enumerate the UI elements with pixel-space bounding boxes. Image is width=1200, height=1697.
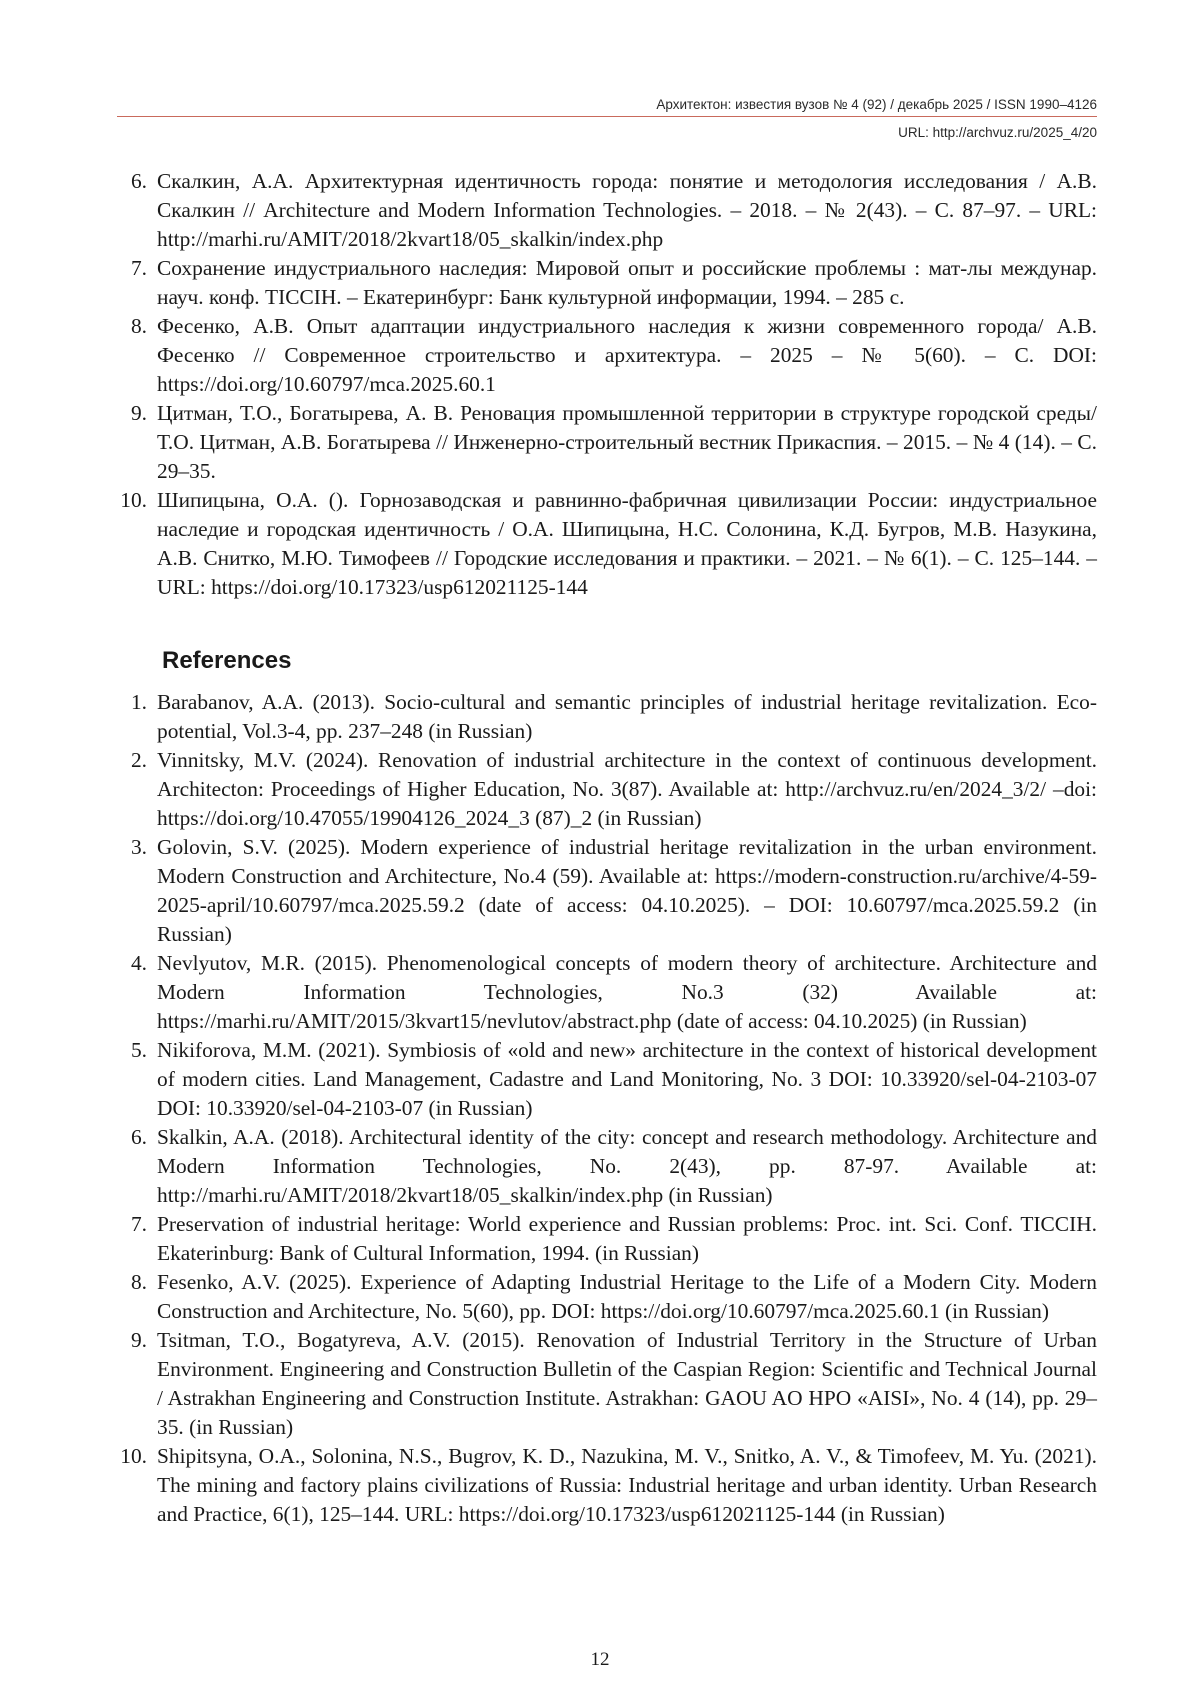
reference-item: [117, 833, 1097, 949]
english-reference-list: [117, 688, 1097, 1529]
reference-item: [117, 688, 1097, 746]
reference-number: 1.: [130, 690, 147, 714]
reference-number: 10.: [120, 1444, 147, 1468]
reference-number: 4.: [130, 951, 147, 975]
reference-number: 8.: [130, 314, 147, 338]
reference-item: [117, 949, 1097, 1036]
reference-number: 2.: [130, 748, 147, 772]
reference-number: 7.: [130, 1212, 147, 1236]
reference-text: Скалкин, А.А. Архитектурная идентичность города: понятие и методология исследования / А.В. Скалкин // Architecture and Modern Information Technologies. – 2018. – № 2(43). – С. 87–97. – URL: http://marhi.ru/AMIT/2018/2kvart18/05_skalkin/index.php: [157, 169, 1097, 251]
reference-text: Vinnitsky, M.V. (2024). Renovation of industrial architecture in the context of continuous development. Architecton: Proceedings of Higher Education, No. 3(87). Available at: http://archvuz.ru/en/2024_3/2/ –doi: https://doi.org/10.47055/19904126_2024_3 (87)_2 (in Russian): [157, 748, 1097, 830]
journal-info: Архитектон: известия вузов № 4 (92) / декабрь 2025 / ISSN 1990–4126: [656, 97, 1097, 112]
running-header: [656, 96, 1097, 142]
journal-url: URL: http://archvuz.ru/2025_4/20: [898, 125, 1097, 140]
reference-text: Fesenko, A.V. (2025). Experience of Adapting Industrial Heritage to the Life of a Modern City. Modern Construction and Architecture, No. 5(60), pp. DOI: https://doi.org/10.60797/mca.2025.60.1 (in Russian): [157, 1270, 1097, 1323]
reference-text: Сохранение индустриального наследия: Мировой опыт и российские проблемы : мат-лы междунар. науч. конф. TICCIH. – Екатеринбург: Банк культурной информации, 1994. – 285 с.: [157, 256, 1097, 309]
reference-text: Golovin, S.V. (2025). Modern experience of industrial heritage revitalization in the urban environment. Modern Construction and Architecture, No.4 (59). Available at: https://modern-construction.ru/archive/4-59-2025-april/10.60797/mca.2025.59.2 (date of access: 04.10.2025). – DOI: 10.60797/mca.2025.59.2 (in Russian): [157, 835, 1097, 946]
reference-text: Цитман, Т.О., Богатырева, А. В. Реновация промышленной территории в структуре городской среды/ Т.О. Цитман, А.В. Богатырева // Инженерно-строительный вестник Прикаспия. – 2015. – № 4 (14). – С. 29–35.: [157, 401, 1097, 483]
reference-item: [117, 486, 1097, 602]
reference-item: [117, 167, 1097, 254]
reference-text: Preservation of industrial heritage: World experience and Russian problems: Proc. int. Sci. Conf. TICCIH. Ekaterinburg: Bank of Cultural Information, 1994. (in Russian): [157, 1212, 1097, 1265]
reference-number: 3.: [130, 835, 147, 859]
reference-text: Шипицына, О.А. (). Горнозаводская и равнинно-фабричная цивилизации России: индустриальное наследие и городская идентичность / О.А. Шипицына, Н.С. Солонина, К.Д. Бугров, М.В. Назукина, А.В. Снитко, М.Ю. Тимофеев // Городские исследования и практики. – 2021. – № 6(1). – С. 125–144. – URL: https://doi.org/10.17323/usp612021125-144: [157, 488, 1097, 599]
reference-item: [117, 1123, 1097, 1210]
russian-reference-list: [117, 167, 1097, 602]
reference-number: 8.: [130, 1270, 147, 1294]
references-heading: References: [162, 647, 292, 674]
reference-item: [117, 1036, 1097, 1123]
reference-text: Skalkin, A.A. (2018). Architectural identity of the city: concept and research methodology. Architecture and Modern Information Technologies, No. 2(43), pp. 87-97. Available at: http://marhi.ru/AMIT/2018/2kvart18/05_skalkin/index.php (in Russian): [157, 1125, 1097, 1207]
reference-item: [117, 1326, 1097, 1442]
reference-item: [117, 746, 1097, 833]
reference-text: Barabanov, A.A. (2013). Socio-cultural and semantic principles of industrial heritage revitalization. Eco-potential, Vol.3-4, pp. 237–248 (in Russian): [157, 690, 1097, 743]
reference-number: 10.: [120, 488, 147, 512]
reference-item: [117, 399, 1097, 486]
reference-number: 7.: [130, 256, 147, 280]
reference-text: Tsitman, T.O., Bogatyreva, A.V. (2015). Renovation of Industrial Territory in the Structure of Urban Environment. Engineering and Construction Bulletin of the Caspian Region: Scientific and Technical Journal / Astrakhan Engineering and Construction Institute. Astrakhan: GAOU AO HPO «AISI», No. 4 (14), pp. 29–35. (in Russian): [157, 1328, 1097, 1439]
reference-text: Фесенко, А.В. Опыт адаптации индустриального наследия к жизни современного города/ А.В. Фесенко // Современное строительство и архитектура. – 2025 – № 5(60). – С. DOI: https://doi.org/10.60797/mca.2025.60.1: [157, 314, 1097, 396]
reference-text: Nikiforova, M.M. (2021). Symbiosis of «old and new» architecture in the context of historical development of modern cities. Land Management, Cadastre and Land Monitoring, No. 3 DOI: 10.33920/sel-04-2103-07 DOI: 10.33920/sel-04-2103-07 (in Russian): [157, 1038, 1097, 1120]
reference-number: 6.: [130, 1125, 147, 1149]
header-rule: [117, 116, 1097, 117]
reference-item: [117, 1268, 1097, 1326]
reference-item: [117, 1210, 1097, 1268]
reference-item: [117, 312, 1097, 399]
reference-text: Shipitsyna, O.A., Solonina, N.S., Bugrov, K. D., Nazukina, M. V., Snitko, A. V., & Timofeev, M. Yu. (2021). The mining and factory plains civilizations of Russia: Industrial heritage and urban identity. Urban Research and Practice, 6(1), 125–144. URL: https://doi.org/10.17323/usp612021125-144 (in Russian): [157, 1444, 1097, 1526]
reference-number: 6.: [130, 169, 147, 193]
page-number: 12: [590, 1649, 610, 1670]
reference-number: 9.: [130, 1328, 147, 1352]
reference-text: Nevlyutov, M.R. (2015). Phenomenological concepts of modern theory of architecture. Architecture and Modern Information Technologies, No.3 (32) Available at: https://marhi.ru/AMIT/2015/3kvart15/nevlutov/abstract.php (date of access: 04.10.2025) (in Russian): [157, 951, 1097, 1033]
reference-item: [117, 1442, 1097, 1529]
reference-item: [117, 254, 1097, 312]
reference-number: 9.: [130, 401, 147, 425]
reference-number: 5.: [130, 1038, 147, 1062]
